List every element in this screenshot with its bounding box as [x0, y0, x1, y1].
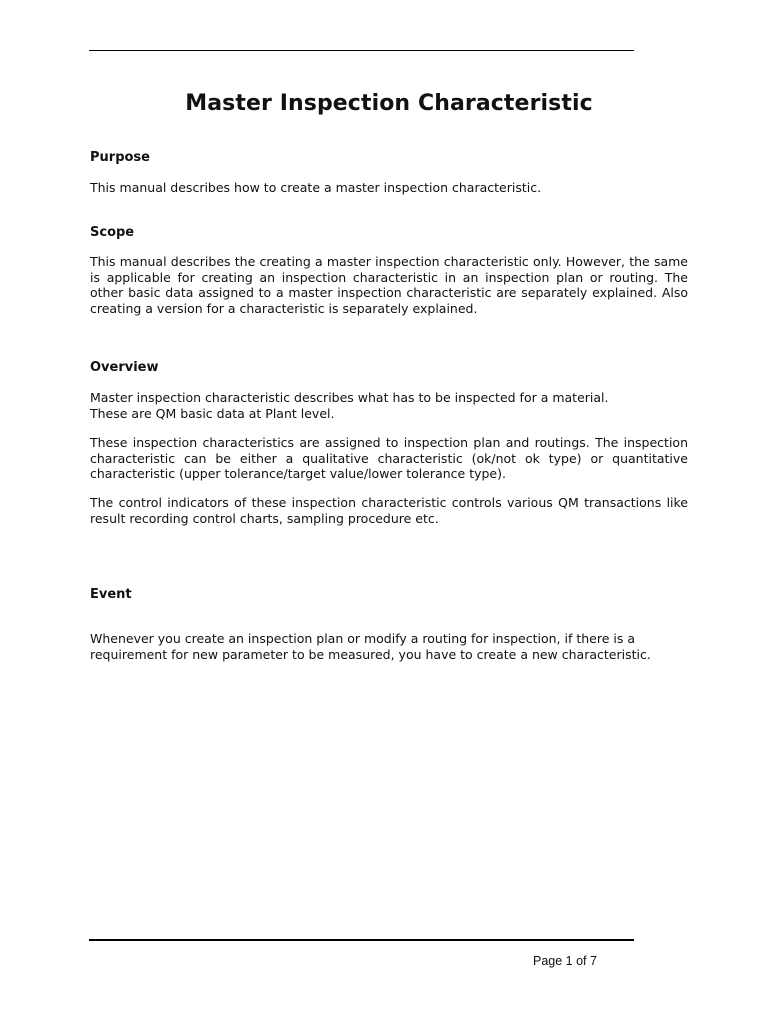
scope-text: This manual describes the creating a master inspection characteristic only. However, the same is applicable for creating an inspection characteristic in an inspection plan or routing. The other basic data assigned to a master inspection characteristic are separately explained. Also creating a version for a characteristic is separately explained.: [90, 254, 688, 316]
scope-heading: Scope: [90, 225, 135, 240]
document-title: Master Inspection Characteristic: [185, 91, 593, 116]
footer-rule: [89, 939, 634, 941]
purpose-text: This manual describes how to create a master inspection characteristic.: [90, 180, 542, 195]
overview-line-1: Master inspection characteristic describes what has to be inspected for a material.: [90, 390, 609, 405]
overview-heading: Overview: [90, 360, 159, 375]
overview-paragraph-1: [90, 390, 688, 421]
overview-paragraph-2: These inspection characteristics are assigned to inspection plan and routings. The inspection characteristic can be either a qualitative characteristic (ok/not ok type) or quantitative characteristic (upper tolerance/target value/lower tolerance type).: [90, 435, 688, 481]
header-rule: [89, 50, 634, 51]
purpose-heading: Purpose: [90, 150, 150, 165]
page-number: Page 1 of 7: [533, 954, 597, 968]
event-heading: Event: [90, 587, 132, 602]
event-text: Whenever you create an inspection plan or modify a routing for inspection, if there is a requirement for new parameter to be measured, you have to create a new characteristic.: [90, 631, 651, 662]
overview-line-2: These are QM basic data at Plant level.: [90, 405, 335, 421]
overview-paragraph-3: The control indicators of these inspection characteristic controls various QM transactions like result recording control charts, sampling procedure etc.: [90, 495, 688, 526]
